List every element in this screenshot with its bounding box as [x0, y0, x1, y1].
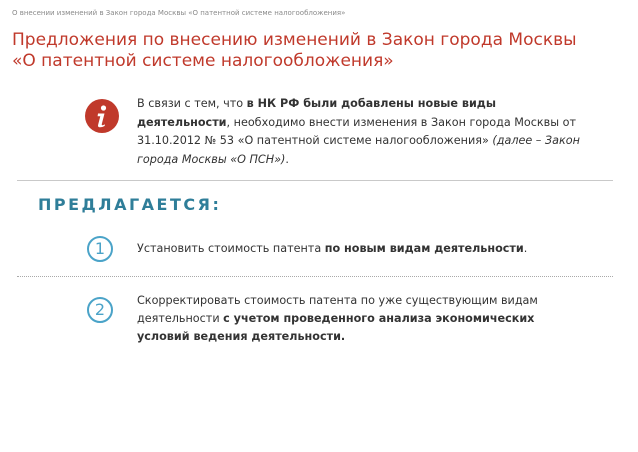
item-number-badge-1: 1 [87, 236, 113, 262]
item-divider [17, 276, 613, 277]
intro-text-2: , необходимо внести изменения в Закон города Москвы от 31.10.2012 № 53 «О патентной системе налогообложения» [137, 115, 577, 147]
proposal-item-2-bold: с учетом проведенного анализа экономических условий ведения деятельности. [137, 312, 535, 343]
page-title-line-1: Предложения по внесению изменений в Закон города Москвы [12, 30, 577, 50]
page-title-line-2: «О патентной системе налогообложения» [12, 51, 394, 71]
page-title [12, 30, 612, 72]
intro-text-1: В связи с тем, что [137, 97, 247, 110]
intro-text-3: . [285, 152, 289, 166]
proposal-item-2-text: Скорректировать стоимость патента по уже существующим видам деятельности [137, 294, 538, 325]
proposal-item-1-end: . [523, 242, 528, 255]
intro-text-bold: в НК РФ были добавлены новые виды деятельности [137, 97, 496, 129]
proposal-item-1-text: Установить стоимость патента [137, 242, 325, 255]
info-icon [85, 99, 119, 133]
intro-text-italic: (далее – Закон города Москвы «О ПСН») [137, 134, 580, 166]
intro-paragraph [137, 95, 587, 169]
proposal-item-1 [137, 240, 587, 258]
proposals-heading: ПРЕДЛАГАЕТСЯ: [38, 195, 222, 214]
section-divider [17, 180, 613, 181]
proposal-item-1-bold: по новым видам деятельности [324, 242, 524, 255]
proposal-item-2 [137, 292, 587, 346]
info-icon-glyph [85, 99, 119, 133]
item-number-badge-2: 2 [87, 297, 113, 323]
breadcrumb: О внесении изменений в Закон города Москвы «О патентной системе налогообложения» [12, 9, 346, 17]
